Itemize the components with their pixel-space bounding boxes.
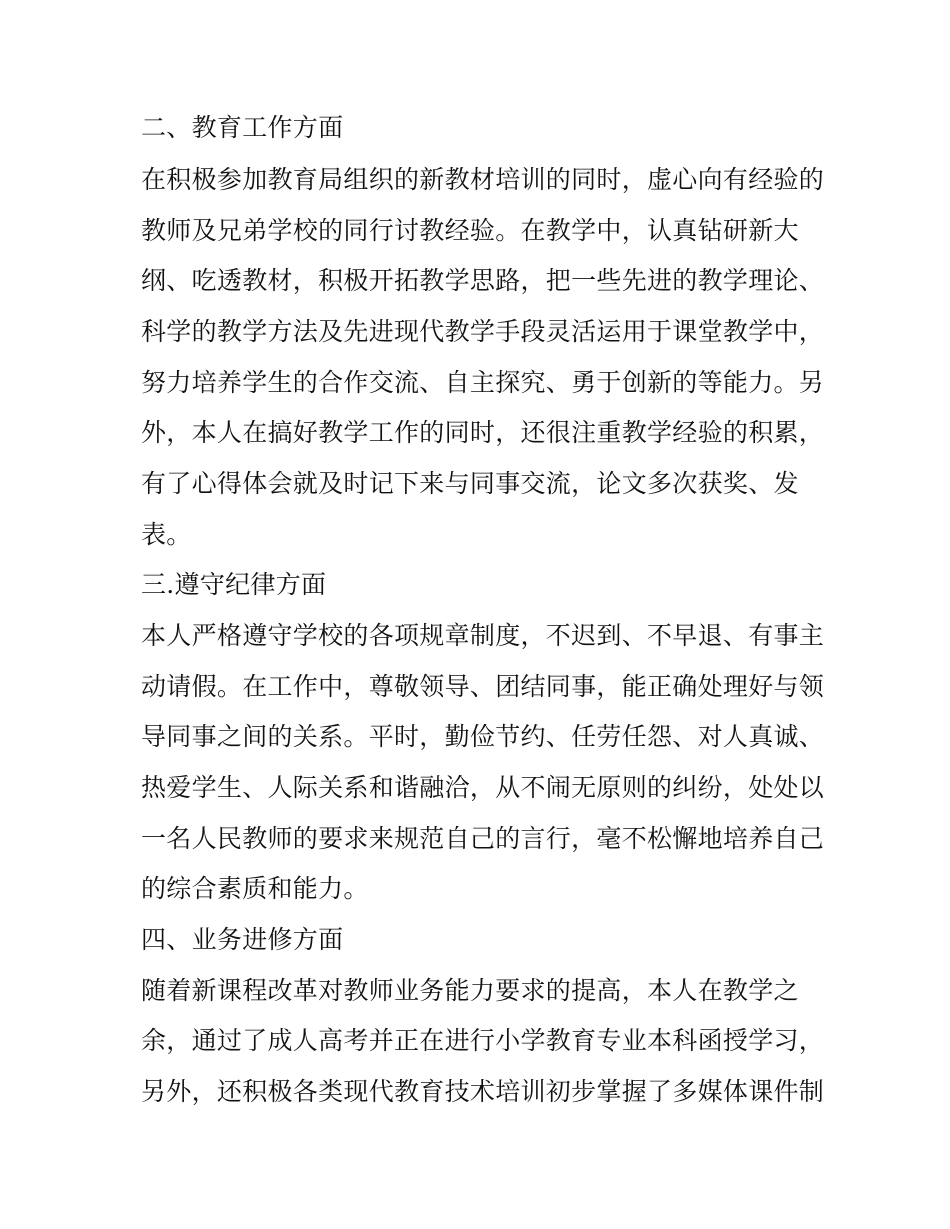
- paragraph-line: 余，通过了成人高考并正在进行小学教育专业本科函授学习，: [141, 1026, 825, 1055]
- paragraph-line: 科学的教学方法及先进现代教学手段灵活运用于课堂教学中，: [141, 317, 825, 346]
- paragraph-line: 教师及兄弟学校的同行讨教经验。在教学中，认真钻研新大: [141, 216, 799, 245]
- paragraph-line: 有了心得体会就及时记下来与同事交流，论文多次获奖、发: [141, 469, 799, 498]
- paragraph-line: 努力培养学生的合作交流、自主探究、勇于创新的等能力。另: [141, 368, 825, 397]
- paragraph-line: 的综合素质和能力。: [141, 874, 369, 903]
- paragraph-line: 动请假。在工作中，尊敬领导、团结同事，能正确处理好与领: [141, 672, 825, 701]
- section-heading-education: 二、教育工作方面: [141, 113, 344, 142]
- paragraph-line: 本人严格遵守学校的各项规章制度，不迟到、不早退、有事主: [141, 621, 825, 650]
- paragraph-line: 一名人民教师的要求来规范自己的言行，毫不松懈地培养自己: [141, 824, 825, 853]
- paragraph-line: 纲、吃透教材，积极开拓教学思路，把一些先进的教学理论、: [141, 266, 825, 295]
- section-heading-discipline: 三.遵守纪律方面: [141, 570, 327, 599]
- paragraph-line: 在积极参加教育局组织的新教材培训的同时，虚心向有经验的: [141, 165, 825, 194]
- paragraph-line: 另外，还积极各类现代教育技术培训初步掌握了多媒体课件制: [141, 1077, 825, 1106]
- paragraph-line: 外，本人在搞好教学工作的同时，还很注重教学经验的积累，: [141, 418, 825, 447]
- paragraph-line: 热爱学生、人际关系和谐融洽，从不闹无原则的纠纷，处处以: [141, 773, 825, 802]
- paragraph-line: 表。: [141, 520, 192, 549]
- paragraph-line: 导同事之间的关系。平时，勤俭节约、任劳任怨、对人真诚、: [141, 722, 825, 751]
- paragraph-line: 随着新课程改革对教师业务能力要求的提高，本人在教学之: [141, 976, 799, 1005]
- section-heading-professional-study: 四、业务进修方面: [141, 925, 344, 954]
